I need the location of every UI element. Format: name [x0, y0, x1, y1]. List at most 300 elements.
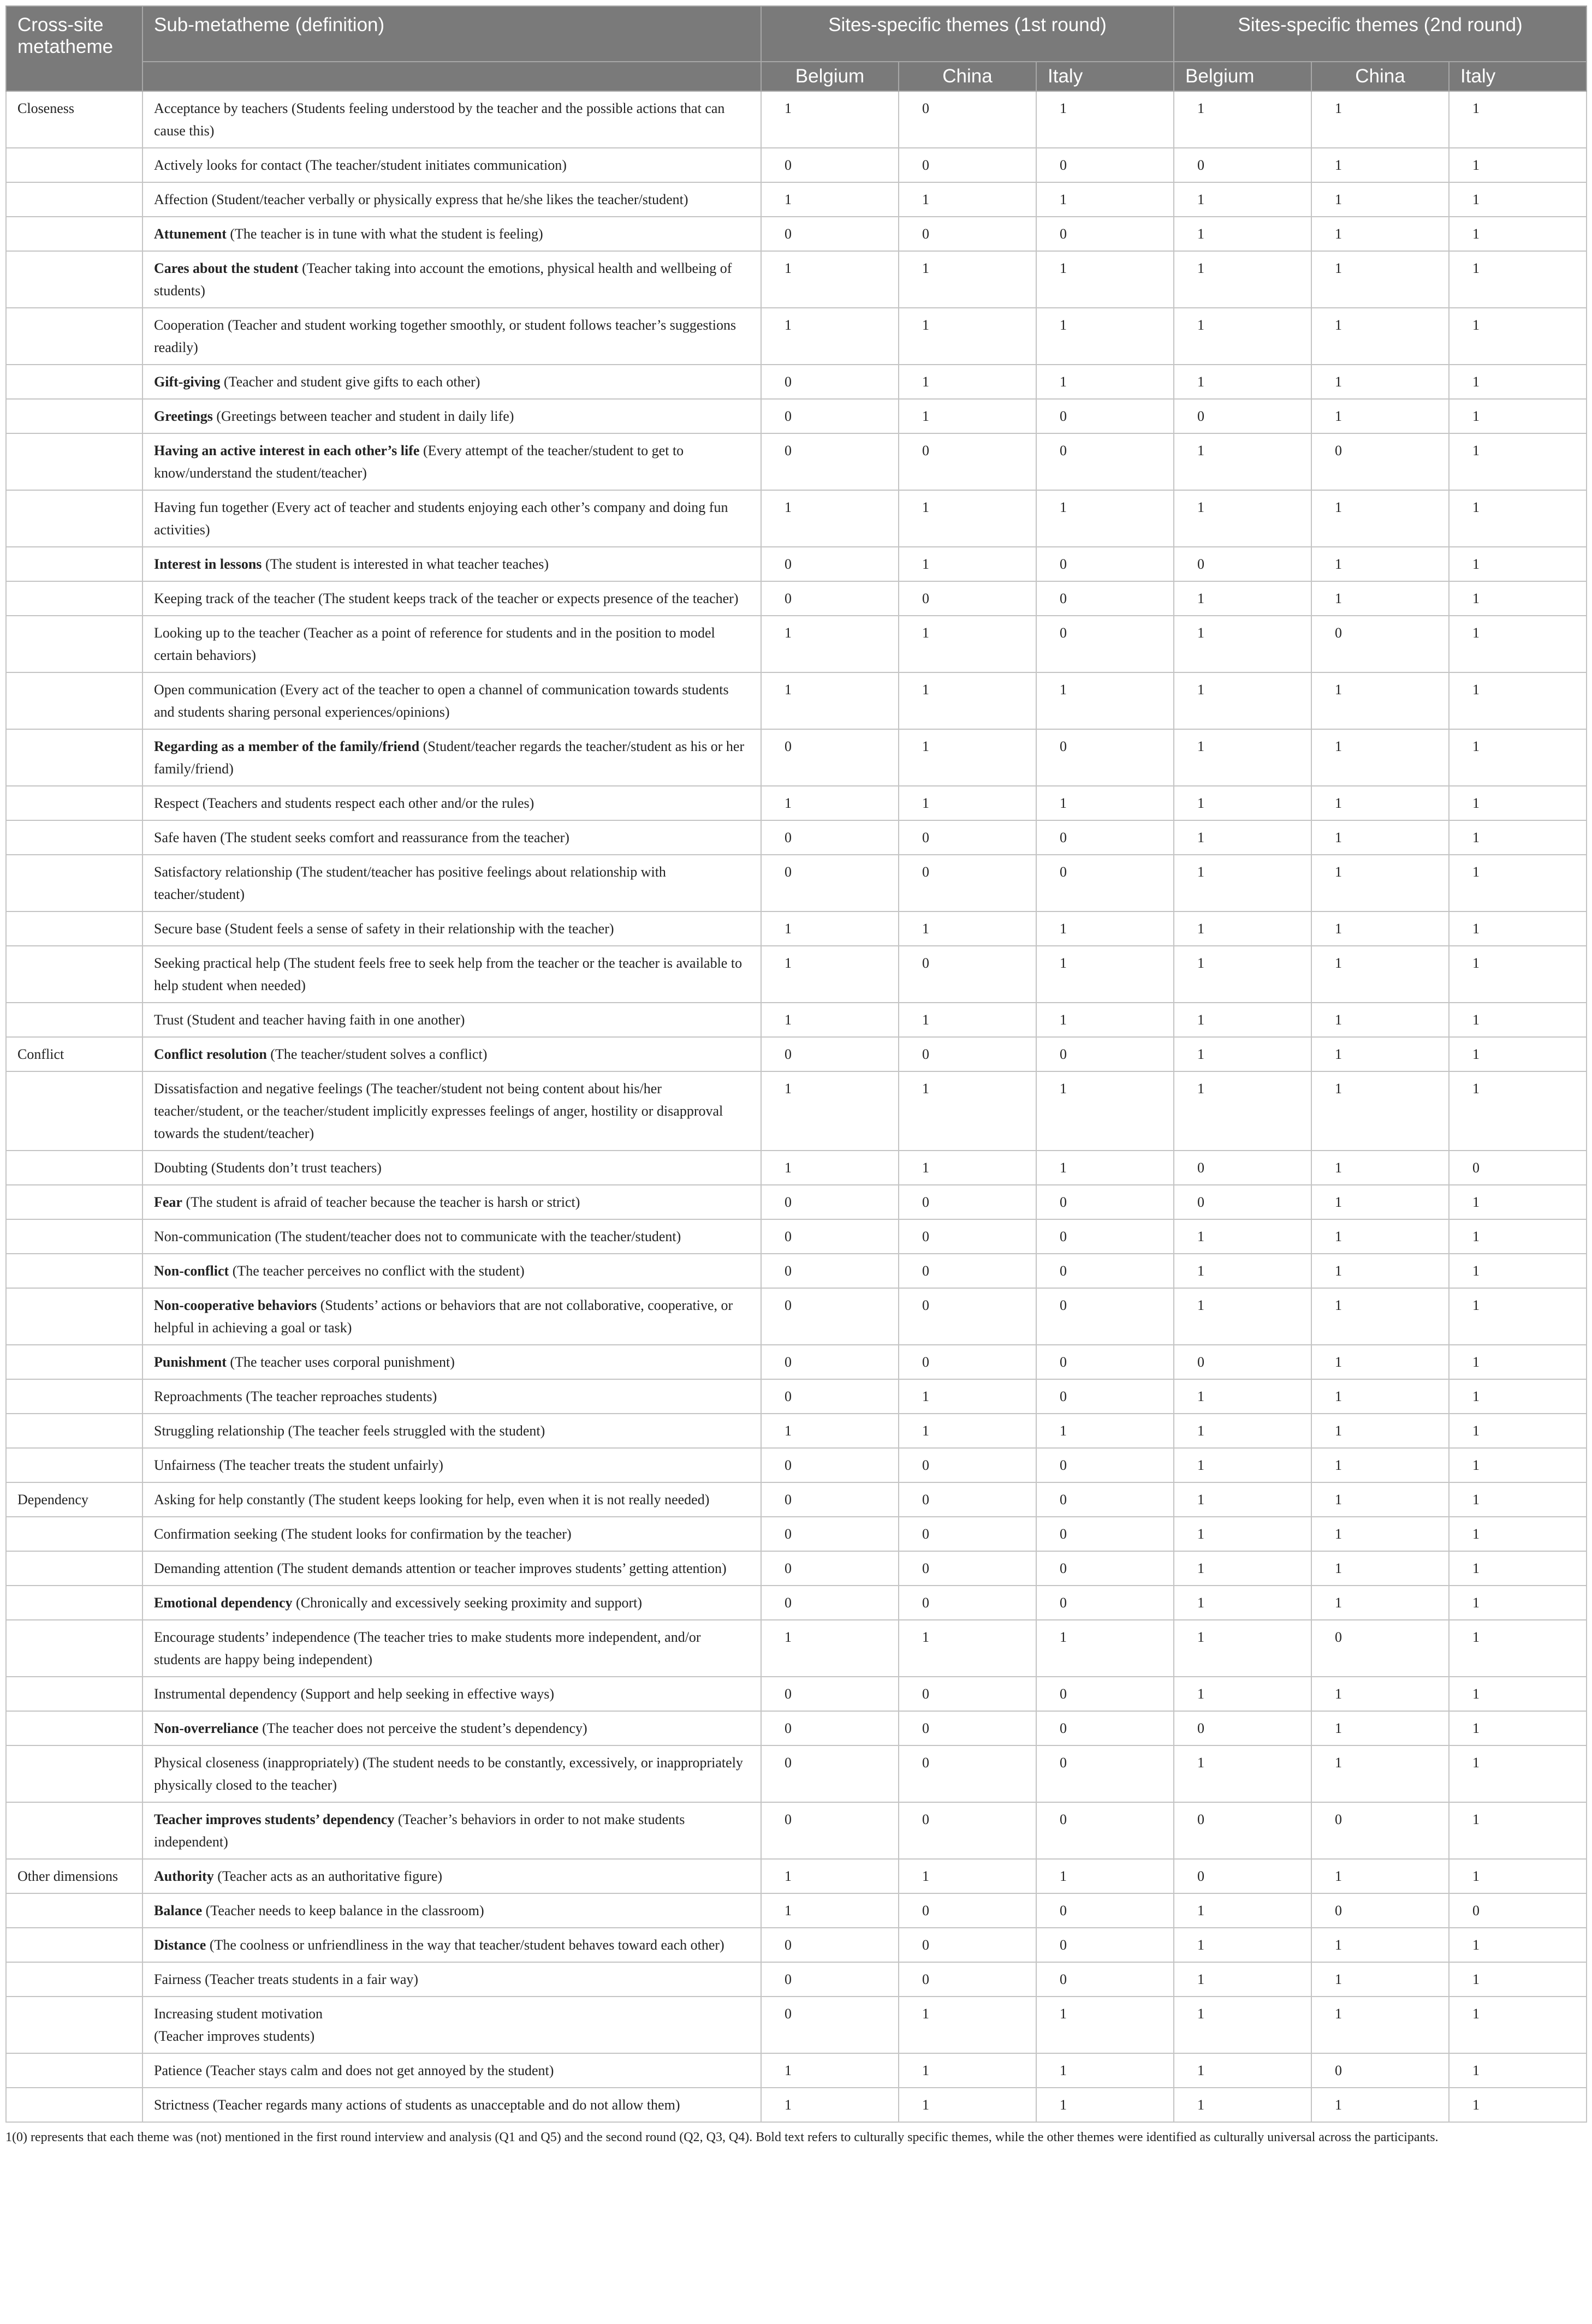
- theme-mention-value: 0: [899, 820, 1036, 855]
- culturally-specific-term: Having an active interest in each other’s life: [154, 443, 420, 458]
- theme-mention-value: 1: [1449, 2088, 1587, 2122]
- theme-mention-value: 0: [761, 1219, 899, 1254]
- culturally-specific-term: Interest in lessons: [154, 556, 262, 572]
- theme-mention-value: 1: [1311, 1288, 1449, 1345]
- theme-mention-value: 1: [1311, 855, 1449, 911]
- table-row: [6, 1414, 1587, 1448]
- theme-mention-value: 0: [1036, 1586, 1174, 1620]
- theme-mention-value: 1: [1174, 911, 1311, 946]
- theme-mention-value: 1: [1174, 1219, 1311, 1254]
- table-row: [6, 490, 1587, 547]
- theme-mention-value: 0: [761, 1517, 899, 1551]
- table-row: [6, 2053, 1587, 2088]
- theme-mention-value: 1: [1449, 729, 1587, 786]
- cross-site-metatheme-cell: [6, 1071, 142, 1151]
- theme-mention-value: 1: [899, 251, 1036, 308]
- theme-mention-value: 1: [1449, 1037, 1587, 1071]
- theme-mention-value: 1: [761, 2053, 899, 2088]
- theme-mention-value: 1: [1174, 1586, 1311, 1620]
- theme-mention-value: 0: [1311, 2053, 1449, 2088]
- theme-mention-value: 0: [1036, 616, 1174, 672]
- theme-mention-value: 1: [761, 616, 899, 672]
- theme-mention-value: 1: [1311, 1962, 1449, 1997]
- theme-mention-value: 1: [1311, 1928, 1449, 1962]
- sub-metatheme-cell: [142, 1677, 761, 1711]
- table-row: [6, 1551, 1587, 1586]
- theme-definition: Cooperation (Teacher and student working together smoothly, or student follows teacher’s suggestions readily): [154, 317, 736, 355]
- header-site-china-r2: China: [1311, 62, 1449, 91]
- theme-mention-value: 1: [1449, 2053, 1587, 2088]
- culturally-specific-term: Regarding as a member of the family/friend: [154, 738, 420, 754]
- theme-mention-value: 1: [1174, 2088, 1311, 2122]
- theme-definition: Fairness (Teacher treats students in a fair way): [154, 1971, 419, 1987]
- theme-mention-value: 0: [899, 148, 1036, 182]
- cross-site-metatheme-cell: [6, 399, 142, 433]
- theme-mention-value: 0: [761, 365, 899, 399]
- theme-definition: Confirmation seeking (The student looks for confirmation by the teacher): [154, 1526, 572, 1542]
- theme-mention-value: 1: [899, 1414, 1036, 1448]
- cross-site-metatheme-cell: [6, 547, 142, 581]
- theme-mention-value: 1: [1036, 946, 1174, 1003]
- header-site-china-r1: China: [899, 62, 1036, 91]
- theme-mention-value: 0: [899, 1482, 1036, 1517]
- theme-definition: Affection (Student/teacher verbally or physically express that he/she likes the teacher/student): [154, 192, 688, 207]
- theme-mention-value: 0: [1311, 433, 1449, 490]
- theme-mention-value: 0: [1036, 1185, 1174, 1219]
- theme-mention-value: 0: [761, 217, 899, 251]
- theme-mention-value: 1: [1449, 616, 1587, 672]
- theme-definition: Reproachments (The teacher reproaches students): [154, 1389, 437, 1404]
- theme-mention-value: 1: [1311, 1037, 1449, 1071]
- table-container: [5, 5, 1587, 2146]
- sub-metatheme-cell: [142, 855, 761, 911]
- theme-mention-value: 1: [1449, 148, 1587, 182]
- theme-mention-value: 0: [899, 1677, 1036, 1711]
- theme-mention-value: 1: [1311, 1482, 1449, 1517]
- theme-definition: Doubting (Students don’t trust teachers): [154, 1160, 382, 1176]
- theme-mention-value: 0: [1036, 1517, 1174, 1551]
- culturally-specific-term: Balance: [154, 1903, 203, 1918]
- theme-definition: (Student/teacher regards the teacher/student as his or her family/friend): [154, 738, 745, 777]
- table-row: [6, 1185, 1587, 1219]
- theme-mention-value: 1: [1036, 2088, 1174, 2122]
- culturally-specific-term: Authority: [154, 1868, 214, 1884]
- theme-mention-value: 0: [1036, 1962, 1174, 1997]
- cross-site-metatheme-cell: [6, 217, 142, 251]
- theme-mention-value: 0: [1036, 1802, 1174, 1859]
- theme-mention-value: 1: [1174, 1677, 1311, 1711]
- table-row: [6, 433, 1587, 490]
- culturally-specific-term: Non-overreliance: [154, 1720, 259, 1736]
- theme-mention-value: 0: [1036, 1219, 1174, 1254]
- sub-metatheme-cell: [142, 490, 761, 547]
- theme-mention-value: 1: [1449, 251, 1587, 308]
- table-row: [6, 251, 1587, 308]
- theme-mention-value: 0: [899, 1288, 1036, 1345]
- theme-mention-value: 1: [1311, 547, 1449, 581]
- cross-site-metatheme-cell: [6, 1620, 142, 1677]
- theme-definition: Encourage students’ independence (The teacher tries to make students more independent, and/or students are happy being independent): [154, 1629, 701, 1667]
- theme-mention-value: 0: [899, 1802, 1036, 1859]
- table-row: [6, 148, 1587, 182]
- theme-mention-value: 0: [761, 1586, 899, 1620]
- cross-site-metatheme-cell: [6, 911, 142, 946]
- cross-site-metatheme-cell: [6, 433, 142, 490]
- table-row: [6, 1859, 1587, 1893]
- theme-mention-value: 0: [1174, 1345, 1311, 1379]
- table-row: [6, 1219, 1587, 1254]
- table-row: [6, 365, 1587, 399]
- header-site-belgium-r2: Belgium: [1174, 62, 1311, 91]
- cross-site-metatheme-cell: [6, 1677, 142, 1711]
- theme-mention-value: 0: [1449, 1893, 1587, 1928]
- theme-mention-value: 1: [1311, 365, 1449, 399]
- header-round-2: Sites-specific themes (2nd round): [1174, 6, 1587, 62]
- theme-mention-value: 1: [1311, 1379, 1449, 1414]
- theme-mention-value: 1: [1036, 2053, 1174, 2088]
- theme-mention-value: 1: [1311, 308, 1449, 365]
- cross-site-metatheme-cell: Dependency: [6, 1482, 142, 1517]
- culturally-specific-term: Teacher improves students’ dependency: [154, 1811, 395, 1827]
- sub-metatheme-cell: [142, 251, 761, 308]
- theme-mention-value: 0: [1174, 1711, 1311, 1745]
- theme-mention-value: 1: [1311, 946, 1449, 1003]
- theme-mention-value: 0: [761, 547, 899, 581]
- cross-site-metatheme-cell: [6, 1254, 142, 1288]
- theme-mention-value: 0: [899, 1345, 1036, 1379]
- theme-mention-value: 1: [1311, 490, 1449, 547]
- cross-site-metatheme-cell: [6, 1745, 142, 1802]
- theme-mention-value: 0: [761, 581, 899, 616]
- cross-site-metatheme-cell: [6, 946, 142, 1003]
- theme-mention-value: 0: [761, 1037, 899, 1071]
- theme-mention-value: 1: [1036, 91, 1174, 148]
- theme-mention-value: 1: [1311, 581, 1449, 616]
- cross-site-metatheme-cell: [6, 1893, 142, 1928]
- theme-mention-value: 0: [1036, 1448, 1174, 1482]
- theme-mention-value: 1: [1449, 1859, 1587, 1893]
- table-row: [6, 2088, 1587, 2122]
- theme-mention-value: 1: [1311, 1517, 1449, 1551]
- sub-metatheme-cell: [142, 547, 761, 581]
- theme-mention-value: 1: [1174, 91, 1311, 148]
- sub-metatheme-cell: [142, 1345, 761, 1379]
- theme-mention-value: 0: [899, 1037, 1036, 1071]
- theme-mention-value: 1: [1311, 729, 1449, 786]
- theme-mention-value: 0: [1174, 1859, 1311, 1893]
- theme-mention-value: 1: [1036, 490, 1174, 547]
- cross-site-metatheme-cell: [6, 1802, 142, 1859]
- theme-definition: Trust (Student and teacher having faith in one another): [154, 1012, 465, 1028]
- theme-mention-value: 1: [761, 911, 899, 946]
- sub-metatheme-cell: [142, 399, 761, 433]
- theme-mention-value: 1: [1174, 1414, 1311, 1448]
- theme-mention-value: 1: [899, 616, 1036, 672]
- theme-mention-value: 1: [761, 1151, 899, 1185]
- theme-mention-value: 0: [899, 433, 1036, 490]
- theme-definition: Increasing student motivation (Teacher improves students): [154, 2006, 323, 2044]
- theme-definition: Secure base (Student feels a sense of safety in their relationship with the teacher): [154, 921, 614, 937]
- table-row: [6, 1345, 1587, 1379]
- theme-mention-value: 1: [1311, 1345, 1449, 1379]
- table-row: [6, 1254, 1587, 1288]
- sub-metatheme-cell: [142, 182, 761, 217]
- header-round-1: Sites-specific themes (1st round): [761, 6, 1174, 62]
- theme-definition: (Teacher’s behaviors in order to not make students independent): [154, 1811, 685, 1850]
- theme-mention-value: 1: [1449, 1997, 1587, 2053]
- cross-site-metatheme-cell: [6, 1711, 142, 1745]
- theme-mention-value: 0: [1036, 1288, 1174, 1345]
- cross-site-metatheme-cell: [6, 1414, 142, 1448]
- table-row: [6, 308, 1587, 365]
- theme-definition: Actively looks for contact (The teacher/student initiates communication): [154, 157, 567, 173]
- theme-definition: Non-communication (The student/teacher does not to communicate with the teacher/student): [154, 1229, 681, 1244]
- theme-mention-value: 1: [1036, 911, 1174, 946]
- theme-mention-value: 1: [1311, 1151, 1449, 1185]
- theme-definition: (The student is interested in what teacher teaches): [262, 556, 549, 572]
- table-row: [6, 1288, 1587, 1345]
- theme-mention-value: 1: [1036, 1071, 1174, 1151]
- theme-mention-value: 1: [1174, 1037, 1311, 1071]
- theme-mention-value: 0: [761, 1254, 899, 1288]
- table-row: [6, 1379, 1587, 1414]
- theme-mention-value: 0: [899, 1962, 1036, 1997]
- theme-mention-value: 0: [761, 399, 899, 433]
- theme-mention-value: 1: [899, 1379, 1036, 1414]
- sub-metatheme-cell: [142, 1003, 761, 1037]
- theme-mention-value: 1: [899, 786, 1036, 820]
- theme-mention-value: 1: [899, 1071, 1036, 1151]
- theme-mention-value: 1: [761, 672, 899, 729]
- theme-mention-value: 1: [899, 1997, 1036, 2053]
- cross-site-metatheme-cell: [6, 1003, 142, 1037]
- theme-mention-value: 1: [1311, 1448, 1449, 1482]
- theme-definition: (The student is afraid of teacher because the teacher is harsh or strict): [182, 1194, 580, 1210]
- sub-metatheme-cell: [142, 1448, 761, 1482]
- sub-metatheme-cell: [142, 308, 761, 365]
- theme-mention-value: 1: [1449, 1745, 1587, 1802]
- theme-mention-value: 0: [1036, 1893, 1174, 1928]
- theme-mention-value: 0: [1036, 1379, 1174, 1414]
- theme-definition: (Greetings between teacher and student in daily life): [212, 408, 514, 424]
- table-row: [6, 1448, 1587, 1482]
- theme-mention-value: 1: [1174, 433, 1311, 490]
- sub-metatheme-cell: [142, 729, 761, 786]
- cross-site-metatheme-cell: [6, 616, 142, 672]
- theme-mention-value: 0: [761, 1448, 899, 1482]
- theme-mention-value: 1: [1174, 672, 1311, 729]
- theme-mention-value: 1: [1449, 1003, 1587, 1037]
- table-row: [6, 820, 1587, 855]
- culturally-specific-term: Fear: [154, 1194, 182, 1210]
- theme-mention-value: 1: [1311, 1551, 1449, 1586]
- theme-mention-value: 1: [1449, 1448, 1587, 1482]
- theme-mention-value: 0: [1036, 1254, 1174, 1288]
- theme-definition: Dissatisfaction and negative feelings (The teacher/student not being content about his/her teacher/student, or the teacher/student implicitly expresses feelings of anger, hostility or disapproval towards the student/teacher): [154, 1081, 723, 1141]
- theme-mention-value: 1: [1449, 1482, 1587, 1517]
- theme-mention-value: 1: [1174, 1448, 1311, 1482]
- sub-metatheme-cell: [142, 1802, 761, 1859]
- cross-site-metatheme-cell: [6, 855, 142, 911]
- sub-metatheme-cell: [142, 1586, 761, 1620]
- theme-mention-value: 1: [1036, 1003, 1174, 1037]
- theme-mention-value: 0: [761, 1745, 899, 1802]
- sub-metatheme-cell: [142, 1151, 761, 1185]
- theme-definition: Safe haven (The student seeks comfort and reassurance from the teacher): [154, 830, 569, 845]
- cross-site-metatheme-cell: [6, 2053, 142, 2088]
- theme-mention-value: 0: [1174, 1802, 1311, 1859]
- theme-mention-value: 1: [1449, 547, 1587, 581]
- theme-mention-value: 1: [1311, 1003, 1449, 1037]
- theme-definition: Satisfactory relationship (The student/teacher has positive feelings about relationship with teacher/student): [154, 864, 666, 902]
- sub-metatheme-cell: [142, 1219, 761, 1254]
- theme-mention-value: 0: [1311, 1620, 1449, 1677]
- theme-mention-value: 0: [899, 946, 1036, 1003]
- table-row: [6, 1802, 1587, 1859]
- sub-metatheme-cell: [142, 672, 761, 729]
- theme-definition: (The teacher does not perceive the student’s dependency): [258, 1720, 587, 1736]
- table-row: [6, 1745, 1587, 1802]
- theme-mention-value: 0: [761, 1551, 899, 1586]
- table-row: [6, 217, 1587, 251]
- table-row: [6, 946, 1587, 1003]
- table-header: [6, 6, 1587, 91]
- theme-mention-value: 0: [761, 1928, 899, 1962]
- table-row: [6, 1517, 1587, 1551]
- theme-mention-value: 1: [1449, 1551, 1587, 1586]
- theme-mention-value: 1: [1311, 1586, 1449, 1620]
- culturally-specific-term: Greetings: [154, 408, 213, 424]
- cross-site-metatheme-cell: [6, 251, 142, 308]
- theme-mention-value: 1: [1449, 1345, 1587, 1379]
- theme-mention-value: 1: [1174, 616, 1311, 672]
- theme-mention-value: 1: [1449, 820, 1587, 855]
- table-row: [6, 1620, 1587, 1677]
- theme-mention-value: 1: [1311, 1414, 1449, 1448]
- theme-mention-value: 1: [761, 251, 899, 308]
- table-row: [6, 1962, 1587, 1997]
- theme-mention-value: 1: [1449, 581, 1587, 616]
- theme-mention-value: 1: [1036, 1151, 1174, 1185]
- theme-mention-value: 0: [1036, 1928, 1174, 1962]
- theme-mention-value: 1: [899, 2088, 1036, 2122]
- theme-mention-value: 0: [899, 1893, 1036, 1928]
- culturally-specific-term: Non-conflict: [154, 1263, 229, 1279]
- culturally-specific-term: Distance: [154, 1937, 206, 1953]
- cross-site-metatheme-cell: [6, 672, 142, 729]
- theme-mention-value: 0: [899, 1711, 1036, 1745]
- theme-mention-value: 1: [1174, 946, 1311, 1003]
- theme-mention-value: 1: [1449, 855, 1587, 911]
- theme-mention-value: 0: [1036, 855, 1174, 911]
- cross-site-metatheme-cell: [6, 182, 142, 217]
- theme-mention-value: 0: [761, 1482, 899, 1517]
- sub-metatheme-cell: [142, 616, 761, 672]
- theme-mention-value: 1: [1311, 786, 1449, 820]
- sub-metatheme-cell: [142, 1551, 761, 1586]
- theme-mention-value: 1: [1449, 1677, 1587, 1711]
- theme-mention-value: 1: [1449, 1586, 1587, 1620]
- theme-mention-value: 1: [1311, 91, 1449, 148]
- theme-mention-value: 1: [761, 1859, 899, 1893]
- theme-mention-value: 0: [761, 1802, 899, 1859]
- theme-definition: Acceptance by teachers (Students feeling understood by the teacher and the possible actions that can cause this): [154, 100, 725, 139]
- theme-mention-value: 1: [1036, 365, 1174, 399]
- table-row: [6, 1482, 1587, 1517]
- sub-metatheme-cell: [142, 1893, 761, 1928]
- table-row: [6, 672, 1587, 729]
- theme-mention-value: 1: [1449, 1711, 1587, 1745]
- theme-mention-value: 1: [1036, 1997, 1174, 2053]
- table-row: [6, 1997, 1587, 2053]
- theme-mention-value: 1: [1174, 1620, 1311, 1677]
- theme-mention-value: 1: [1449, 1620, 1587, 1677]
- cross-site-metatheme-cell: [6, 148, 142, 182]
- table-row: [6, 1037, 1587, 1071]
- cross-site-metatheme-cell: [6, 2088, 142, 2122]
- theme-mention-value: 1: [1036, 308, 1174, 365]
- theme-mention-value: 1: [1174, 1893, 1311, 1928]
- sub-metatheme-cell: [142, 946, 761, 1003]
- theme-mention-value: 0: [1174, 547, 1311, 581]
- theme-definition: (Teacher and student give gifts to each other): [220, 374, 480, 390]
- culturally-specific-term: Conflict resolution: [154, 1046, 267, 1062]
- theme-mention-value: 1: [1174, 581, 1311, 616]
- theme-mention-value: 1: [1036, 251, 1174, 308]
- theme-mention-value: 0: [1174, 1185, 1311, 1219]
- culturally-specific-term: Non-cooperative behaviors: [154, 1297, 317, 1313]
- theme-mention-value: 1: [1449, 1802, 1587, 1859]
- theme-mention-value: 1: [761, 786, 899, 820]
- table-row: [6, 547, 1587, 581]
- theme-mention-value: 0: [761, 1379, 899, 1414]
- sub-metatheme-cell: [142, 1997, 761, 2053]
- sub-metatheme-cell: [142, 911, 761, 946]
- theme-mention-value: 1: [899, 729, 1036, 786]
- theme-mention-value: 0: [899, 1551, 1036, 1586]
- cross-site-metatheme-cell: [6, 1997, 142, 2053]
- table-row: [6, 786, 1587, 820]
- theme-mention-value: 1: [899, 547, 1036, 581]
- theme-mention-value: 1: [1174, 1997, 1311, 2053]
- theme-mention-value: 1: [761, 490, 899, 547]
- sub-metatheme-cell: [142, 1185, 761, 1219]
- cross-site-metatheme-cell: [6, 1219, 142, 1254]
- table-row: [6, 729, 1587, 786]
- theme-mention-value: 0: [899, 91, 1036, 148]
- theme-mention-value: 1: [761, 946, 899, 1003]
- theme-mention-value: 1: [1174, 217, 1311, 251]
- theme-mention-value: 1: [1036, 786, 1174, 820]
- theme-mention-value: 1: [1449, 308, 1587, 365]
- cross-site-metatheme-cell: [6, 1345, 142, 1379]
- theme-mention-value: 1: [1449, 182, 1587, 217]
- sub-metatheme-cell: [142, 1928, 761, 1962]
- theme-mention-value: 1: [899, 672, 1036, 729]
- theme-mention-value: 1: [899, 1151, 1036, 1185]
- theme-mention-value: 1: [1449, 946, 1587, 1003]
- table-row: [6, 1586, 1587, 1620]
- theme-mention-value: 1: [761, 308, 899, 365]
- table-row: [6, 1893, 1587, 1928]
- theme-mention-value: 0: [1036, 820, 1174, 855]
- theme-mention-value: 1: [761, 1620, 899, 1677]
- theme-mention-value: 1: [1036, 1414, 1174, 1448]
- theme-definition: (Teacher taking into account the emotions, physical health and wellbeing of students): [154, 260, 732, 299]
- cross-site-metatheme-cell: [6, 820, 142, 855]
- theme-mention-value: 0: [899, 1586, 1036, 1620]
- table-row: [6, 1003, 1587, 1037]
